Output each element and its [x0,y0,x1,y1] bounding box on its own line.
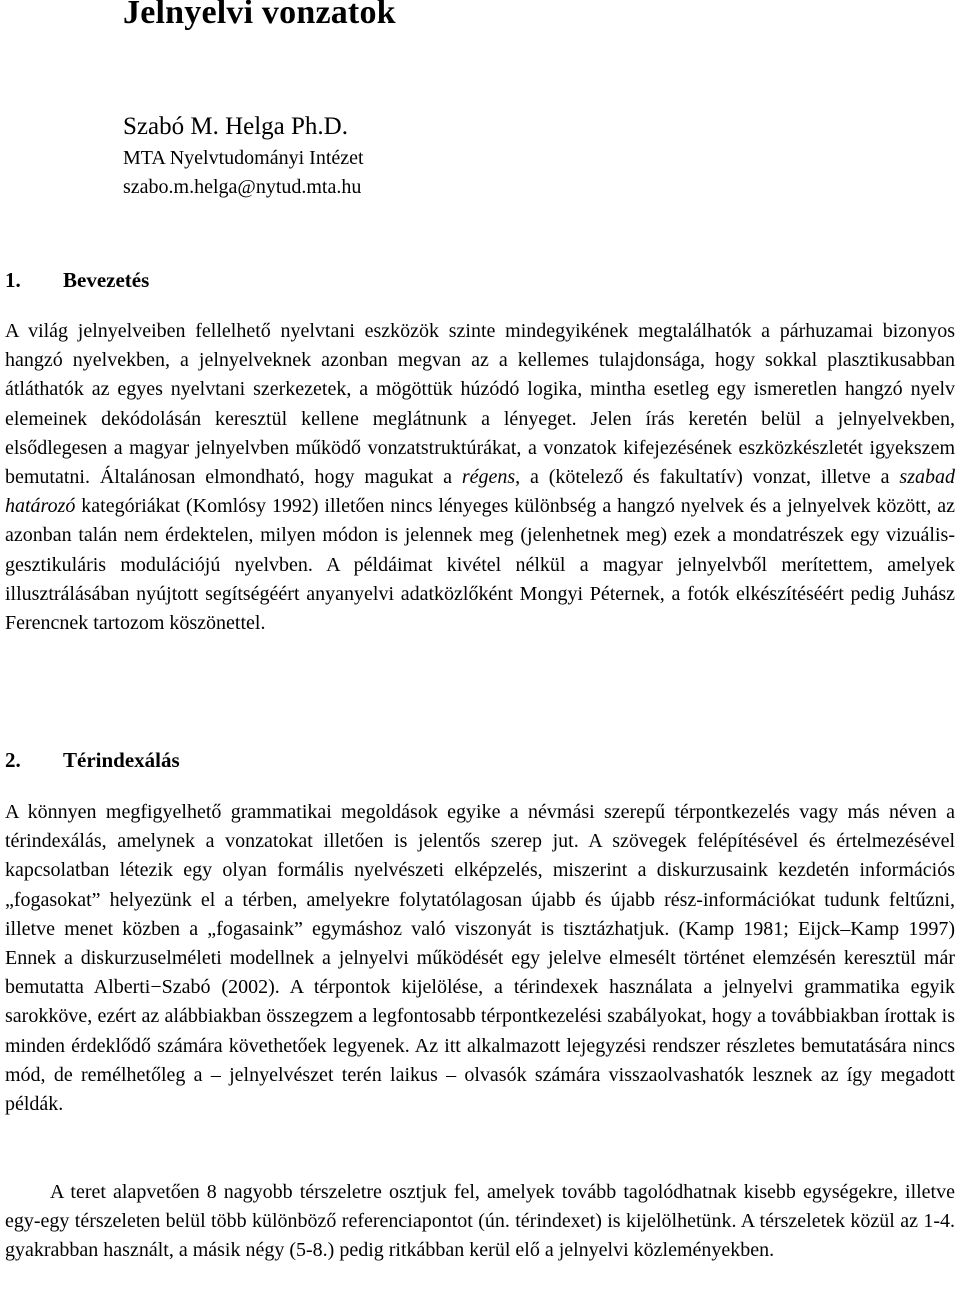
author-name: Szabó M. Helga Ph.D. [123,113,348,140]
author-institution: MTA Nyelvtudományi Intézet [123,147,364,169]
section-heading-introduction [5,268,149,293]
section-heading-space-indexing [5,748,180,773]
author-email: szabo.m.helga@nytud.mta.hu [123,176,362,198]
paragraph-text: A világ jelnyelveiben fellelhető nyelvtani eszközök szinte mindegyikének megtalálhatók a párhuzamai bizonyos hangzó nyelvekben, a jelnyelveknek azonban megvan az a kellemes tulajdonsága, hogy sokkal plasztikusabban átláthatók az egyes nyelvtani szerkezetek, a mögöttük húzódó logika, mintha esetleg egy ismeretlen hangzó nyelv elemeinek dekódolásán keresztül kellene meglátnunk a lényeget. Jelen írás keretén belül a jelnyelvekben, elsődlegesen a magyar jelnyelvben működő vonzatstruktúrákat, a vonzatok kifejezésének eszközkészletét igyekszem bemutatni. Általánosan elmondható, hogy magukat a [5,320,955,489]
document-title: Jelnyelvi vonzatok [123,0,396,31]
section-title: Térindexálás [63,748,180,772]
italic-term: régens [461,466,516,489]
paragraph-text: kategóriákat (Komlósy 1992) illetően nincs lényeges különbség a hangzó nyelvek és a jelnyelvek között, az azonban talán nem érdektelen, milyen módon is jelennek meg (jelenhetnek meg) ezek a mondatrészek egy vizuális-gesztikuláris modulációjú nyelvben. A példáimat kivétel nélkül a magyar jelnyelvből merítettem, amelyek illusztrálásában nyújtott segítségéért anyanyelvi adatközlőként Mongyi Péternek, a fotók elkészítéséért pedig Juhász Ferencnek tartozom köszönettel. [5,495,955,635]
section-number: 1. [5,268,21,292]
italic-term: szabad határozó [5,466,955,518]
introduction-paragraph [5,317,955,638]
paragraph-text: , a (kötelező és fakultatív) vonzat, illetve a [515,466,900,489]
space-indexing-paragraph-2: A teret alapvetően 8 nagyobb térszeletre osztjuk fel, amelyek tovább tagolódhatnak kisebb egységekre, illetve egy-egy térszeleten belül több különböző referenciapontot (ún. térindexet) is kijelölhetünk. A térszeletek közül az 1-4. gyakrabban használt, a másik négy (5-8.) pedig ritkábban kerül elő a jelnyelvi közleményekben. [5,1181,955,1262]
space-indexing-paragraph-1: A könnyen megfigyelhető grammatikai megoldások egyike a névmási szerepű térpontkezelés vagy más néven a térindexálás, amelynek a vonzatokat illetően is jelentős szerep jut. A szövegek felépítésével és értelmezésével kapcsolatban létezik egy olyan formális nyelvészeti elképzelés, miszerint a diskurzusaink kezdetén információs „fogasokat” helyezünk el a térben, amelyekre folytatólagosan újabb és újabb rész-információkat tudunk feltűzni, illetve menet közben a „fogasaink” egymáshoz való viszonyát is tisztázhatjuk. (Kamp 1981; Eijck–Kamp 1997) Ennek a diskurzuselméleti modellnek a jelnyelvi működését egy jelelve elmesélt történet elemzésén keresztül már bemutatta Alberti−Szabó (2002). A térpontok kijelölése, a térindexek használata a jelnyelvi grammatika egyik sarokköve, ezért az alábbiakban összegzem a legfontosabb térpontkezelési szabályokat, hogy a továbbiakban írottak is minden érdeklődő számára követhetőek legyenek. Az itt alkalmazott lejegyzési rendszer részletes bemutatására nincs mód, de remélhetőleg a – jelnyelvészet terén laikus – olvasók számára visszaolvashatók lesznek az így megadott példák. [5,801,955,1116]
section-title: Bevezetés [63,268,150,292]
section-number: 2. [5,748,21,772]
